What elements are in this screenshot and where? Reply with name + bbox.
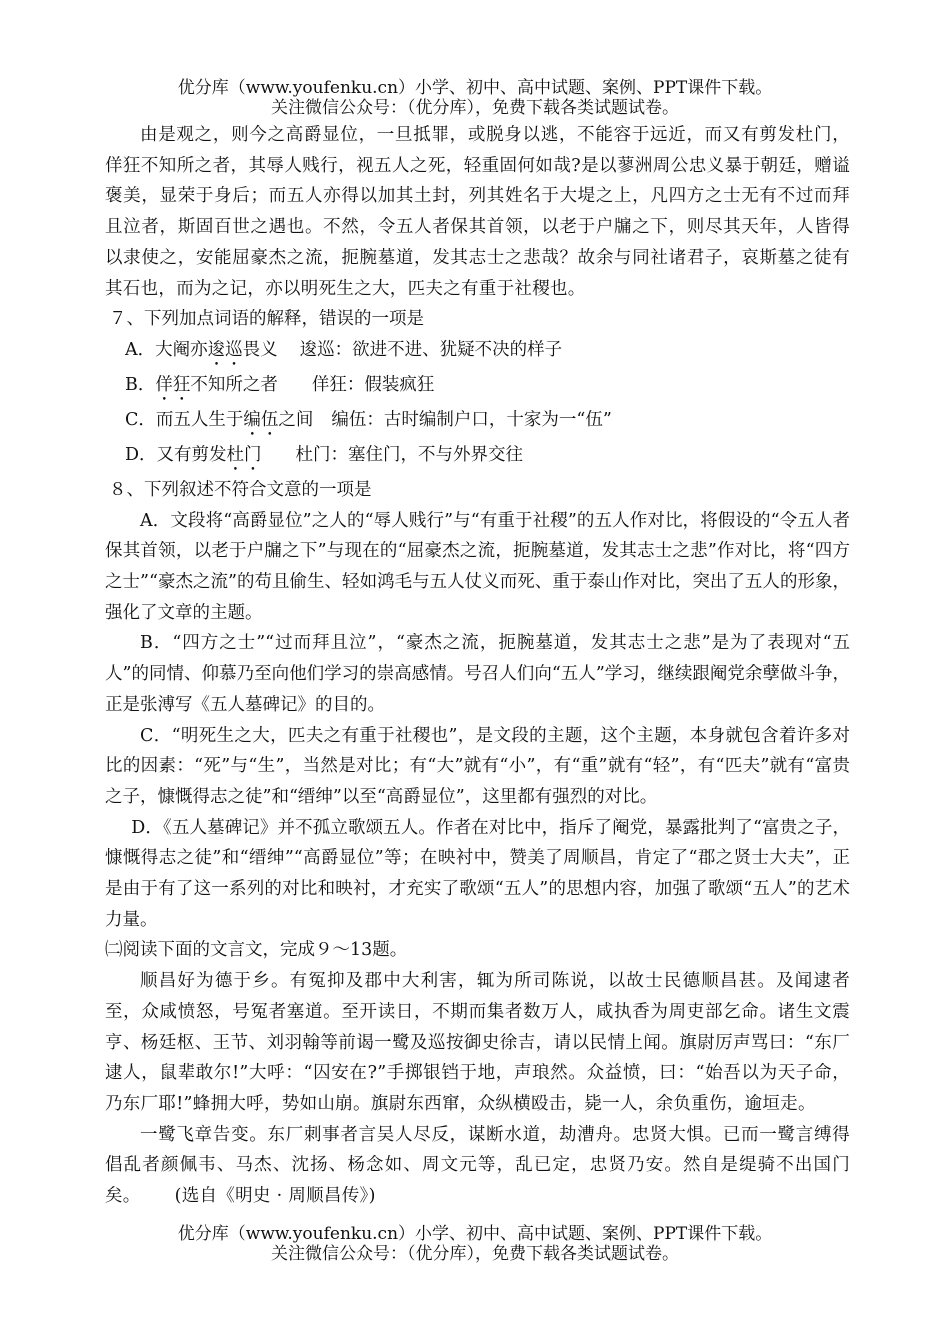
header-line-1: 优分库（www.youfenku.cn）小学、初中、高中试题、案例、PPT课件下载。 (177, 78, 773, 98)
question-8-stem: ８、下列叙述不符合文意的一项是 (109, 479, 372, 500)
question-7-option-c: C．而五人生于编伍之间 编伍：古时编制户口，十家为一“伍” (125, 409, 612, 430)
passage-paragraph-3: 一鹭飞章告变。东厂刺事者言吴人尽反，谋断水道，劫漕舟。忠贤大惧。已而一鹭言缚得倡乱者颜佩韦、马杰、沈扬、杨念如、周文元等，乱已定，忠贤乃安。然自是缇骑不出国门矣。 (选自《明史 · 周顺昌传》) (105, 1124, 850, 1207)
question-7-option-b: B．佯狂不知所之者 佯狂：假装疯狂 (125, 374, 435, 395)
source-citation: (选自《明史 · 周顺昌传》) (174, 1186, 376, 1207)
page-footer (0, 1224, 950, 1264)
question-8-option-d: D．《五人墓碑记》并不孤立歌颂五人。作者在对比中，指斥了阉党，暴露批判了“富贵之子，慷慨得志之徒”和“缙绅”“高爵显位”等；在映衬中，赞美了周顺昌，肯定了“郡之贤士大夫”，正是由于有了这一系列的对比和映衬，才充实了歌颂“五人”的思想内容，加强了歌颂“五人”的艺术力量。 (105, 817, 850, 930)
question-8-option-a: A．文段将“高爵显位”之人的“辱人贱行”与“有重于社稷”的五人作对比，将假设的“令五人者保其首领，以老于户牖之下”与现在的“屈豪杰之流，扼腕墓道，发其志士之悲”作对比，将“四方之士”“豪杰之流”的苟且偷生、轻如鸿毛与五人仗义而死、重于泰山作对比，突出了五人的形象，强化了文章的主题。 (105, 510, 850, 623)
footer-line-1: 优分库（www.youfenku.cn）小学、初中、高中试题、案例、PPT课件下载。 (177, 1224, 773, 1244)
question-8-option-b: B．“四方之士”“过而拜且泣”，“豪杰之流，扼腕墓道，发其志士之悲”是为了表现对“五人”的同情、仰慕乃至向他们学习的崇高感情。号召人们向“五人”学习，继续跟阉党余孽做斗争，正是张溥写《五人墓碑记》的目的。 (105, 633, 850, 715)
question-7-option-a: A．大阉亦逡巡畏义 逡巡：欲进不进、犹疑不决的样子 (125, 339, 563, 360)
question-8-option-c: C．“明死生之大，匹夫之有重于社稷也”，是文段的主题，这个主题，本身就包含着许多对比的因素：“死”与“生”，当然是对比；有“大”就有“小”，有“重”就有“轻”，有“匹夫”就有“富贵之子，慷慨得志之徒”和“缙绅”以至“高爵显位”，这里都有强烈的对比。 (105, 725, 850, 807)
question-7-option-d: D．又有剪发杜门 杜门：塞住门，不与外界交往 (125, 444, 524, 465)
header-line-2: 关注微信公众号：（优分库），免费下载各类试题试卷。 (271, 98, 679, 118)
passage-paragraph-1: 由是观之，则今之高爵显位，一旦抵罪，或脱身以逃，不能容于远近，而又有剪发杜门，佯狂不知所之者，其辱人贱行，视五人之死，轻重固何如哉?是以蓼洲周公忠义暴于朝廷，赠谥褒美，显荣于身后；而五人亦得以加其土封，列其姓名于大堤之上，凡四方之士无有不过而拜且泣者，斯固百世之遇也。不然，令五人者保其首领，以老于户牖之下，则尽其天年，人皆得以隶使之，安能屈豪杰之流，扼腕墓道，发其志士之悲哉？故余与同社诸君子，哀斯墓之徒有其石也，而为之记，亦以明死生之大，匹夫之有重于社稷也。 (105, 125, 850, 299)
section-heading-2: ㈡阅读下面的文言文，完成９～13题。 (105, 940, 408, 961)
main-content (105, 120, 850, 1212)
page-header (0, 78, 950, 118)
passage-paragraph-2: 顺昌好为德于乡。有冤抑及郡中大利害，辄为所司陈说，以故士民德顺昌甚。及闻逮者至，众咸愤怒，号冤者塞道。至开读日，不期而集者数万人，咸执香为周吏部乞命。诸生文震亨、杨廷枢、王节、刘羽翰等前谒一鹭及巡按御史徐吉，请以民情上闻。旗尉厉声骂曰：“东厂逮人，鼠辈敢尔!”大呼：“囚安在?”手掷银铛于地，声琅然。众益愤，曰：“始吾以为天子命，乃东厂耶!”蜂拥大呼，势如山崩。旗尉东西窜，众纵横殴击，毙一人，余负重伤，逾垣走。 (105, 971, 850, 1114)
footer-line-2: 关注微信公众号：（优分库），免费下载各类试题试卷。 (271, 1244, 679, 1264)
question-7-stem: ７、下列加点词语的解释，错误的一项是 (109, 309, 424, 330)
